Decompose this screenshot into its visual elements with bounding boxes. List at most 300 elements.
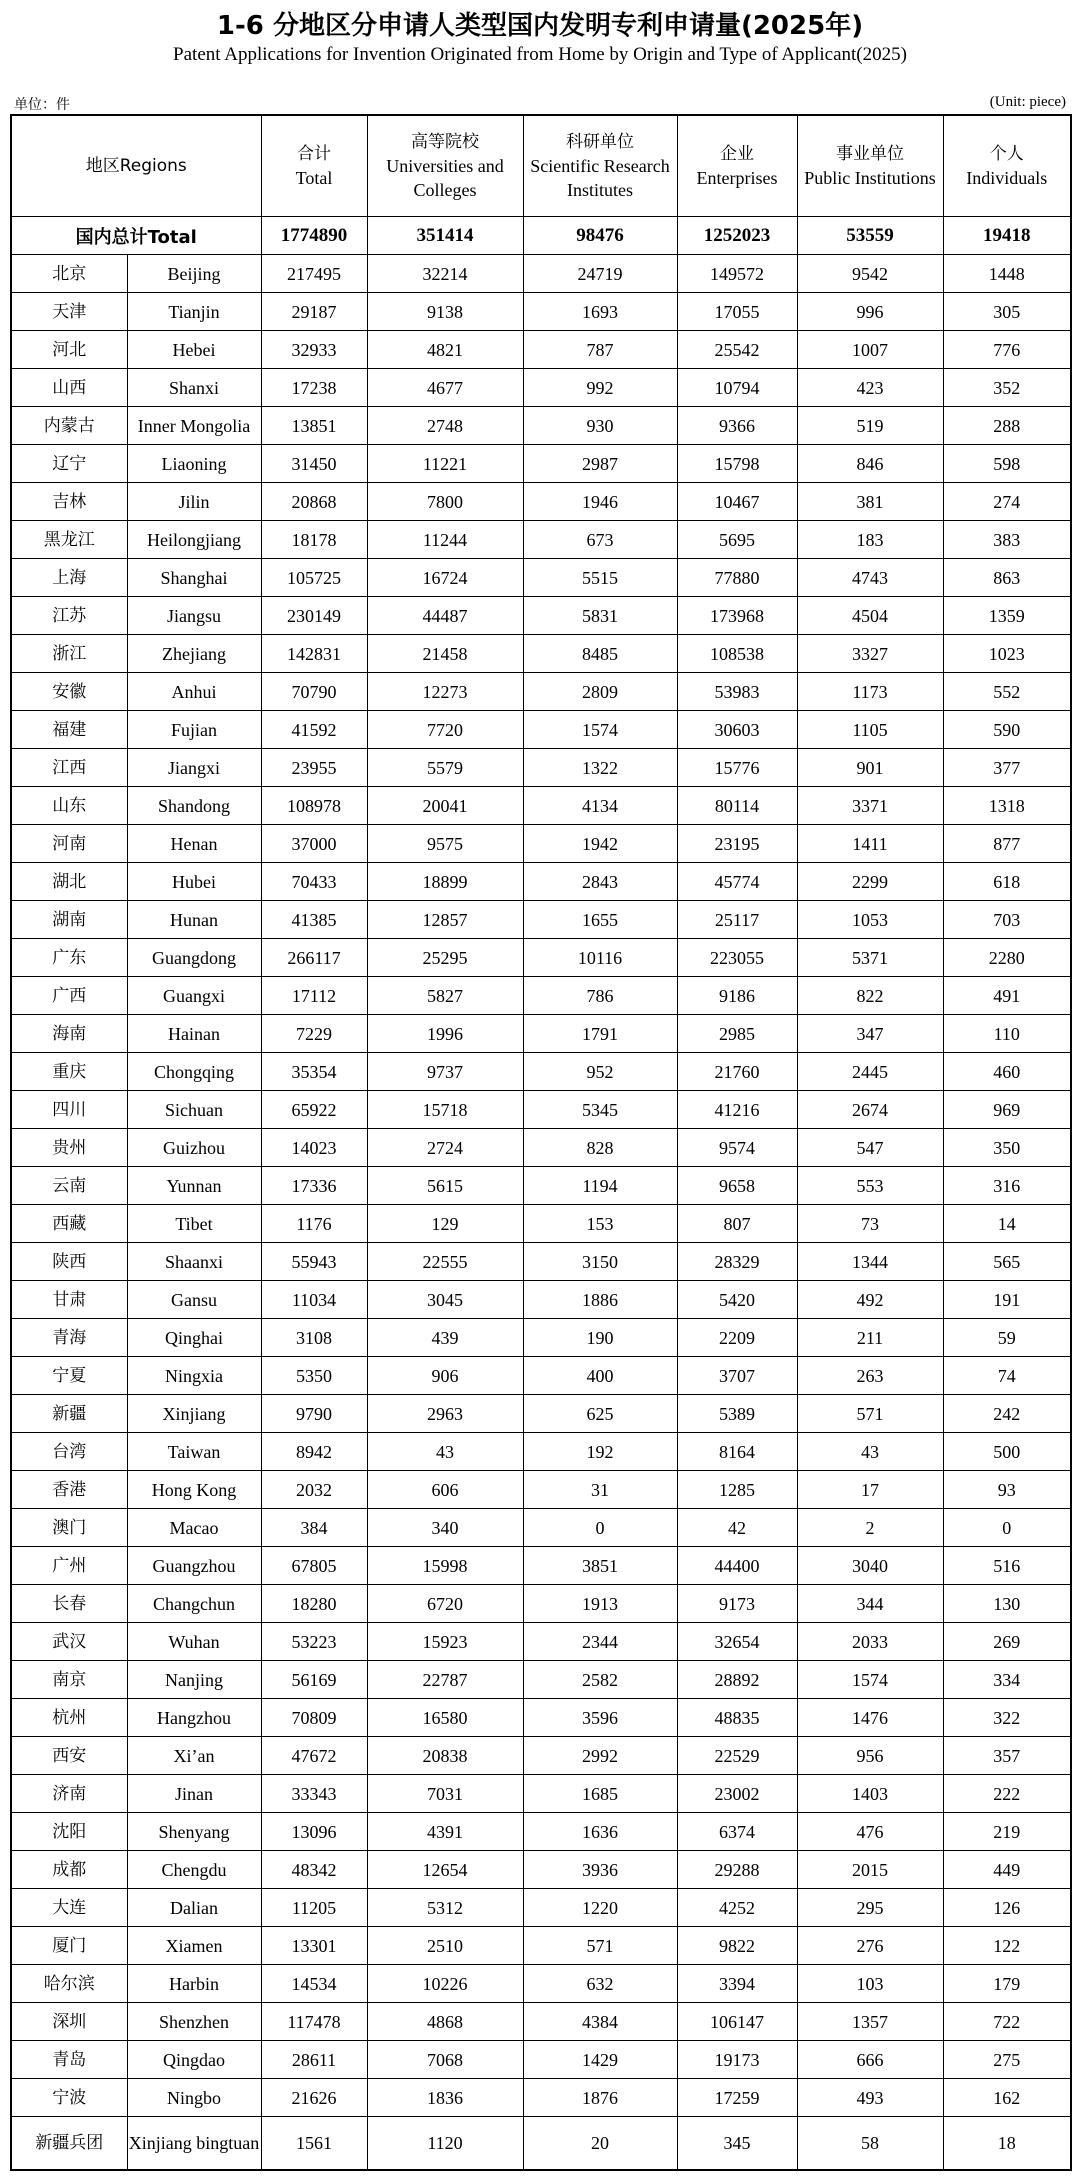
table-cell: 383 [943,521,1071,559]
table-cell: 2445 [797,1053,943,1091]
table-cell: 17 [797,1471,943,1509]
table-cell: 15923 [367,1623,523,1661]
table-cell: 110 [943,1015,1071,1053]
table-cell: 21458 [367,635,523,673]
table-cell: 23002 [677,1775,797,1813]
table-cell: 18899 [367,863,523,901]
table-cell: 108538 [677,635,797,673]
region-name-cn: 上海 [11,559,127,597]
table-cell: 41216 [677,1091,797,1129]
table-cell: 377 [943,749,1071,787]
region-name-en: Hainan [127,1015,261,1053]
table-cell: 9173 [677,1585,797,1623]
table-cell: 21626 [261,2079,367,2117]
table-cell: 263 [797,1357,943,1395]
table-cell: 190 [523,1319,677,1357]
region-name-cn: 台湾 [11,1433,127,1471]
table-row [11,407,1071,445]
region-name-en: Henan [127,825,261,863]
table-cell: 3150 [523,1243,677,1281]
table-cell: 25295 [367,939,523,977]
region-name-en: Tianjin [127,293,261,331]
table-cell: 1173 [797,673,943,711]
table-cell: 2724 [367,1129,523,1167]
table-cell: 18280 [261,1585,367,1623]
table-row [11,1395,1071,1433]
table-cell: 126 [943,1889,1071,1927]
table-cell: 4134 [523,787,677,825]
table-cell: 8485 [523,635,677,673]
table-cell: 14534 [261,1965,367,2003]
table-cell: 11205 [261,1889,367,1927]
table-cell: 12857 [367,901,523,939]
table-cell: 223055 [677,939,797,977]
table-row [11,1547,1071,1585]
table-cell: 2985 [677,1015,797,1053]
table-cell: 357 [943,1737,1071,1775]
table-row [11,2003,1071,2041]
table-row [11,1319,1071,1357]
table-row [11,255,1071,293]
table-cell: 108978 [261,787,367,825]
region-name-en: Nanjing [127,1661,261,1699]
table-cell: 56169 [261,1661,367,1699]
page-title-cn: 1-6 分地区分申请人类型国内发明专利申请量(2025年) [216,11,864,41]
region-name-en: Sichuan [127,1091,261,1129]
table-cell: 9574 [677,1129,797,1167]
table-cell: 1285 [677,1471,797,1509]
table-cell: 23955 [261,749,367,787]
table-cell: 553 [797,1167,943,1205]
table-cell: 33343 [261,1775,367,1813]
table-cell: 58 [797,2117,943,2171]
table-cell: 1120 [367,2117,523,2171]
table-cell: 43 [367,1433,523,1471]
table-cell: 7800 [367,483,523,521]
unit-label-en: (Unit: piece) [989,94,1066,110]
table-cell: 80114 [677,787,797,825]
table-cell: 11034 [261,1281,367,1319]
region-name-en: Guizhou [127,1129,261,1167]
table-cell: 828 [523,1129,677,1167]
table-cell: 381 [797,483,943,521]
table-cell: 3371 [797,787,943,825]
table-row [11,711,1071,749]
region-name-cn: 湖北 [11,863,127,901]
table-cell: 5515 [523,559,677,597]
table-cell: 211 [797,1319,943,1357]
region-name-en: Chongqing [127,1053,261,1091]
region-name-en: Taiwan [127,1433,261,1471]
table-cell: 1693 [523,293,677,331]
header-total-en: Total [295,168,333,188]
table-cell: 493 [797,2079,943,2117]
table-cell: 5350 [261,1357,367,1395]
table-cell: 2033 [797,1623,943,1661]
table-row [11,1851,1071,1889]
table-cell: 103 [797,1965,943,2003]
header-individuals-en: Individuals [966,168,1048,188]
table-cell: 162 [943,2079,1071,2117]
table-cell: 565 [943,1243,1071,1281]
table-cell: 106147 [677,2003,797,2041]
table-cell: 5695 [677,521,797,559]
table-row [11,331,1071,369]
region-name-en: Qinghai [127,1319,261,1357]
region-name-en: Xinjiang bingtuan [127,2117,261,2171]
table-cell: 992 [523,369,677,407]
table-cell: 673 [523,521,677,559]
region-name-cn: 厦门 [11,1927,127,1965]
table-cell: 32933 [261,331,367,369]
table-cell: 13096 [261,1813,367,1851]
region-name-en: Harbin [127,1965,261,2003]
table-cell: 37000 [261,825,367,863]
table-cell: 1411 [797,825,943,863]
region-name-en: Hebei [127,331,261,369]
table-cell: 18178 [261,521,367,559]
table-cell: 2809 [523,673,677,711]
table-cell: 1176 [261,1205,367,1243]
region-name-cn: 浙江 [11,635,127,673]
region-name-cn: 陕西 [11,1243,127,1281]
region-name-cn: 宁夏 [11,1357,127,1395]
table-cell: 9737 [367,1053,523,1091]
region-name-en: Macao [127,1509,261,1547]
table-cell: 822 [797,977,943,1015]
table-cell: 460 [943,1053,1071,1091]
table-cell: 492 [797,1281,943,1319]
total-value: 19418 [943,217,1071,255]
table-cell: 15718 [367,1091,523,1129]
table-cell: 10226 [367,1965,523,2003]
table-cell: 5827 [367,977,523,1015]
table-cell: 17336 [261,1167,367,1205]
region-name-en: Qingdao [127,2041,261,2079]
header-universities-cn: 高等院校 [411,132,479,152]
region-name-en: Shandong [127,787,261,825]
table-cell: 9575 [367,825,523,863]
table-row [11,635,1071,673]
table-row [11,1775,1071,1813]
region-name-en: Anhui [127,673,261,711]
table-cell: 1357 [797,2003,943,2041]
table-row [11,1585,1071,1623]
region-name-cn: 河北 [11,331,127,369]
table-cell: 15798 [677,445,797,483]
region-name-cn: 深圳 [11,2003,127,2041]
total-value: 53559 [797,217,943,255]
table-cell: 552 [943,673,1071,711]
region-name-cn: 北京 [11,255,127,293]
table-cell: 1403 [797,1775,943,1813]
table-cell: 2843 [523,863,677,901]
table-cell: 3040 [797,1547,943,1585]
region-name-en: Inner Mongolia [127,407,261,445]
table-cell: 25542 [677,331,797,369]
table-cell: 44487 [367,597,523,635]
table-cell: 16580 [367,1699,523,1737]
region-name-en: Hong Kong [127,1471,261,1509]
table-cell: 787 [523,331,677,369]
header-scientific-en: Scientific Research Institutes [530,156,670,200]
table-cell: 30603 [677,711,797,749]
table-cell: 5420 [677,1281,797,1319]
table-cell: 350 [943,1129,1071,1167]
table-cell: 29187 [261,293,367,331]
table-cell: 632 [523,1965,677,2003]
table-cell: 59 [943,1319,1071,1357]
table-cell: 31450 [261,445,367,483]
table-row [11,939,1071,977]
table-cell: 347 [797,1015,943,1053]
total-row-label: 国内总计Total [11,217,261,255]
region-name-cn: 云南 [11,1167,127,1205]
table-cell: 17055 [677,293,797,331]
table-cell: 93 [943,1471,1071,1509]
region-name-cn: 天津 [11,293,127,331]
region-name-cn: 海南 [11,1015,127,1053]
region-name-en: Xi’an [127,1737,261,1775]
table-cell: 9186 [677,977,797,1015]
table-cell: 2280 [943,939,1071,977]
table-cell: 5831 [523,597,677,635]
table-cell: 22555 [367,1243,523,1281]
table-cell: 6720 [367,1585,523,1623]
table-cell: 1053 [797,901,943,939]
table-cell: 22787 [367,1661,523,1699]
table-cell: 73 [797,1205,943,1243]
table-cell: 217495 [261,255,367,293]
table-cell: 31 [523,1471,677,1509]
table-row [11,673,1071,711]
table-cell: 153 [523,1205,677,1243]
table-cell: 15776 [677,749,797,787]
table-row [11,1623,1071,1661]
table-cell: 786 [523,977,677,1015]
table-row [11,901,1071,939]
table-cell: 4677 [367,369,523,407]
table-row [11,1053,1071,1091]
region-name-en: Guangdong [127,939,261,977]
table-cell: 70809 [261,1699,367,1737]
table-row [11,1889,1071,1927]
region-name-cn: 湖南 [11,901,127,939]
table-cell: 1023 [943,635,1071,673]
region-name-cn: 河南 [11,825,127,863]
region-name-en: Liaoning [127,445,261,483]
table-cell: 1791 [523,1015,677,1053]
table-cell: 590 [943,711,1071,749]
table-cell: 48835 [677,1699,797,1737]
table-cell: 19173 [677,2041,797,2079]
table-cell: 1655 [523,901,677,939]
region-name-cn: 新疆 [11,1395,127,1433]
table-cell: 400 [523,1357,677,1395]
header-row [11,115,1071,217]
region-name-en: Wuhan [127,1623,261,1661]
total-value: 1774890 [261,217,367,255]
table-cell: 41592 [261,711,367,749]
region-name-cn: 长春 [11,1585,127,1623]
table-cell: 230149 [261,597,367,635]
page-title-en: Patent Applications for Invention Originated from Home by Origin and Type of Applicant(2025) [173,44,907,65]
region-name-cn: 澳门 [11,1509,127,1547]
region-name-cn: 南京 [11,1661,127,1699]
table-cell: 345 [677,2117,797,2171]
region-name-cn: 甘肃 [11,1281,127,1319]
table-cell: 9366 [677,407,797,445]
table-cell: 28892 [677,1661,797,1699]
table-row [11,1167,1071,1205]
table-cell: 5579 [367,749,523,787]
table-row [11,559,1071,597]
table-cell: 23195 [677,825,797,863]
table-cell: 3936 [523,1851,677,1889]
table-cell: 1448 [943,255,1071,293]
region-name-en: Hunan [127,901,261,939]
table-cell: 70433 [261,863,367,901]
table-cell: 846 [797,445,943,483]
table-row [11,1471,1071,1509]
table-cell: 3327 [797,635,943,673]
region-name-en: Zhejiang [127,635,261,673]
table-row [11,1129,1071,1167]
table-cell: 3707 [677,1357,797,1395]
table-cell: 2992 [523,1737,677,1775]
table-cell: 25117 [677,901,797,939]
region-name-cn: 香港 [11,1471,127,1509]
header-scientific-cn: 科研单位 [566,132,634,152]
table-cell: 516 [943,1547,1071,1585]
table-row [11,1091,1071,1129]
table-cell: 70790 [261,673,367,711]
table-cell: 807 [677,1205,797,1243]
region-name-cn: 安徽 [11,673,127,711]
region-name-en: Guangxi [127,977,261,1015]
region-name-cn: 贵州 [11,1129,127,1167]
table-cell: 47672 [261,1737,367,1775]
table-cell: 0 [943,1509,1071,1547]
table-cell: 1220 [523,1889,677,1927]
table-cell: 22529 [677,1737,797,1775]
table-row [11,1965,1071,2003]
table-cell: 2344 [523,1623,677,1661]
table-cell: 20838 [367,1737,523,1775]
table-cell: 130 [943,1585,1071,1623]
table-cell: 3045 [367,1281,523,1319]
region-name-cn: 新疆兵团 [11,2117,127,2171]
header-enterprises-en: Enterprises [696,168,778,188]
table-cell: 7720 [367,711,523,749]
table-cell: 1996 [367,1015,523,1053]
table-cell: 703 [943,901,1071,939]
region-name-en: Hubei [127,863,261,901]
region-name-cn: 重庆 [11,1053,127,1091]
table-cell: 17238 [261,369,367,407]
table-cell: 10467 [677,483,797,521]
table-cell: 1318 [943,787,1071,825]
table-cell: 722 [943,2003,1071,2041]
table-cell: 28329 [677,1243,797,1281]
table-cell: 449 [943,1851,1071,1889]
table-row [11,2079,1071,2117]
table-cell: 8164 [677,1433,797,1471]
region-name-cn: 武汉 [11,1623,127,1661]
table-cell: 969 [943,1091,1071,1129]
table-cell: 13851 [261,407,367,445]
region-name-cn: 福建 [11,711,127,749]
table-cell: 65922 [261,1091,367,1129]
table-cell: 20041 [367,787,523,825]
table-cell: 1942 [523,825,677,863]
region-name-en: Yunnan [127,1167,261,1205]
region-name-en: Heilongjiang [127,521,261,559]
table-row [11,1661,1071,1699]
table-cell: 105725 [261,559,367,597]
table-cell: 53983 [677,673,797,711]
table-cell: 1636 [523,1813,677,1851]
table-cell: 4391 [367,1813,523,1851]
table-cell: 13301 [261,1927,367,1965]
table-cell: 77880 [677,559,797,597]
header-individuals-cn: 个人 [989,144,1024,164]
table-cell: 12654 [367,1851,523,1889]
table-cell: 1105 [797,711,943,749]
table-cell: 571 [797,1395,943,1433]
region-name-en: Xiamen [127,1927,261,1965]
table-cell: 4504 [797,597,943,635]
table-cell: 1876 [523,2079,677,2117]
table-row [11,1205,1071,1243]
table-cell: 6374 [677,1813,797,1851]
region-name-en: Chengdu [127,1851,261,1889]
table-cell: 129 [367,1205,523,1243]
table-cell: 53223 [261,1623,367,1661]
table-row [11,863,1071,901]
region-name-cn: 四川 [11,1091,127,1129]
table-cell: 1322 [523,749,677,787]
header-enterprises [677,115,797,217]
table-cell: 476 [797,1813,943,1851]
table-cell: 352 [943,369,1071,407]
table-cell: 5345 [523,1091,677,1129]
table-cell: 952 [523,1053,677,1091]
table-cell: 274 [943,483,1071,521]
header-scientific [523,115,677,217]
region-name-en: Shaanxi [127,1243,261,1281]
region-name-cn: 辽宁 [11,445,127,483]
table-cell: 322 [943,1699,1071,1737]
table-cell: 1194 [523,1167,677,1205]
region-name-en: Beijing [127,255,261,293]
table-cell: 8942 [261,1433,367,1471]
region-name-en: Shenyang [127,1813,261,1851]
table-cell: 340 [367,1509,523,1547]
total-row [11,217,1071,255]
table-cell: 3596 [523,1699,677,1737]
table-cell: 930 [523,407,677,445]
header-public-institutions [797,115,943,217]
region-name-en: Shenzhen [127,2003,261,2041]
table-cell: 906 [367,1357,523,1395]
table-cell: 55943 [261,1243,367,1281]
table-row [11,1433,1071,1471]
table-cell: 1359 [943,597,1071,635]
table-cell: 7031 [367,1775,523,1813]
region-name-en: Guangzhou [127,1547,261,1585]
table-cell: 11244 [367,521,523,559]
